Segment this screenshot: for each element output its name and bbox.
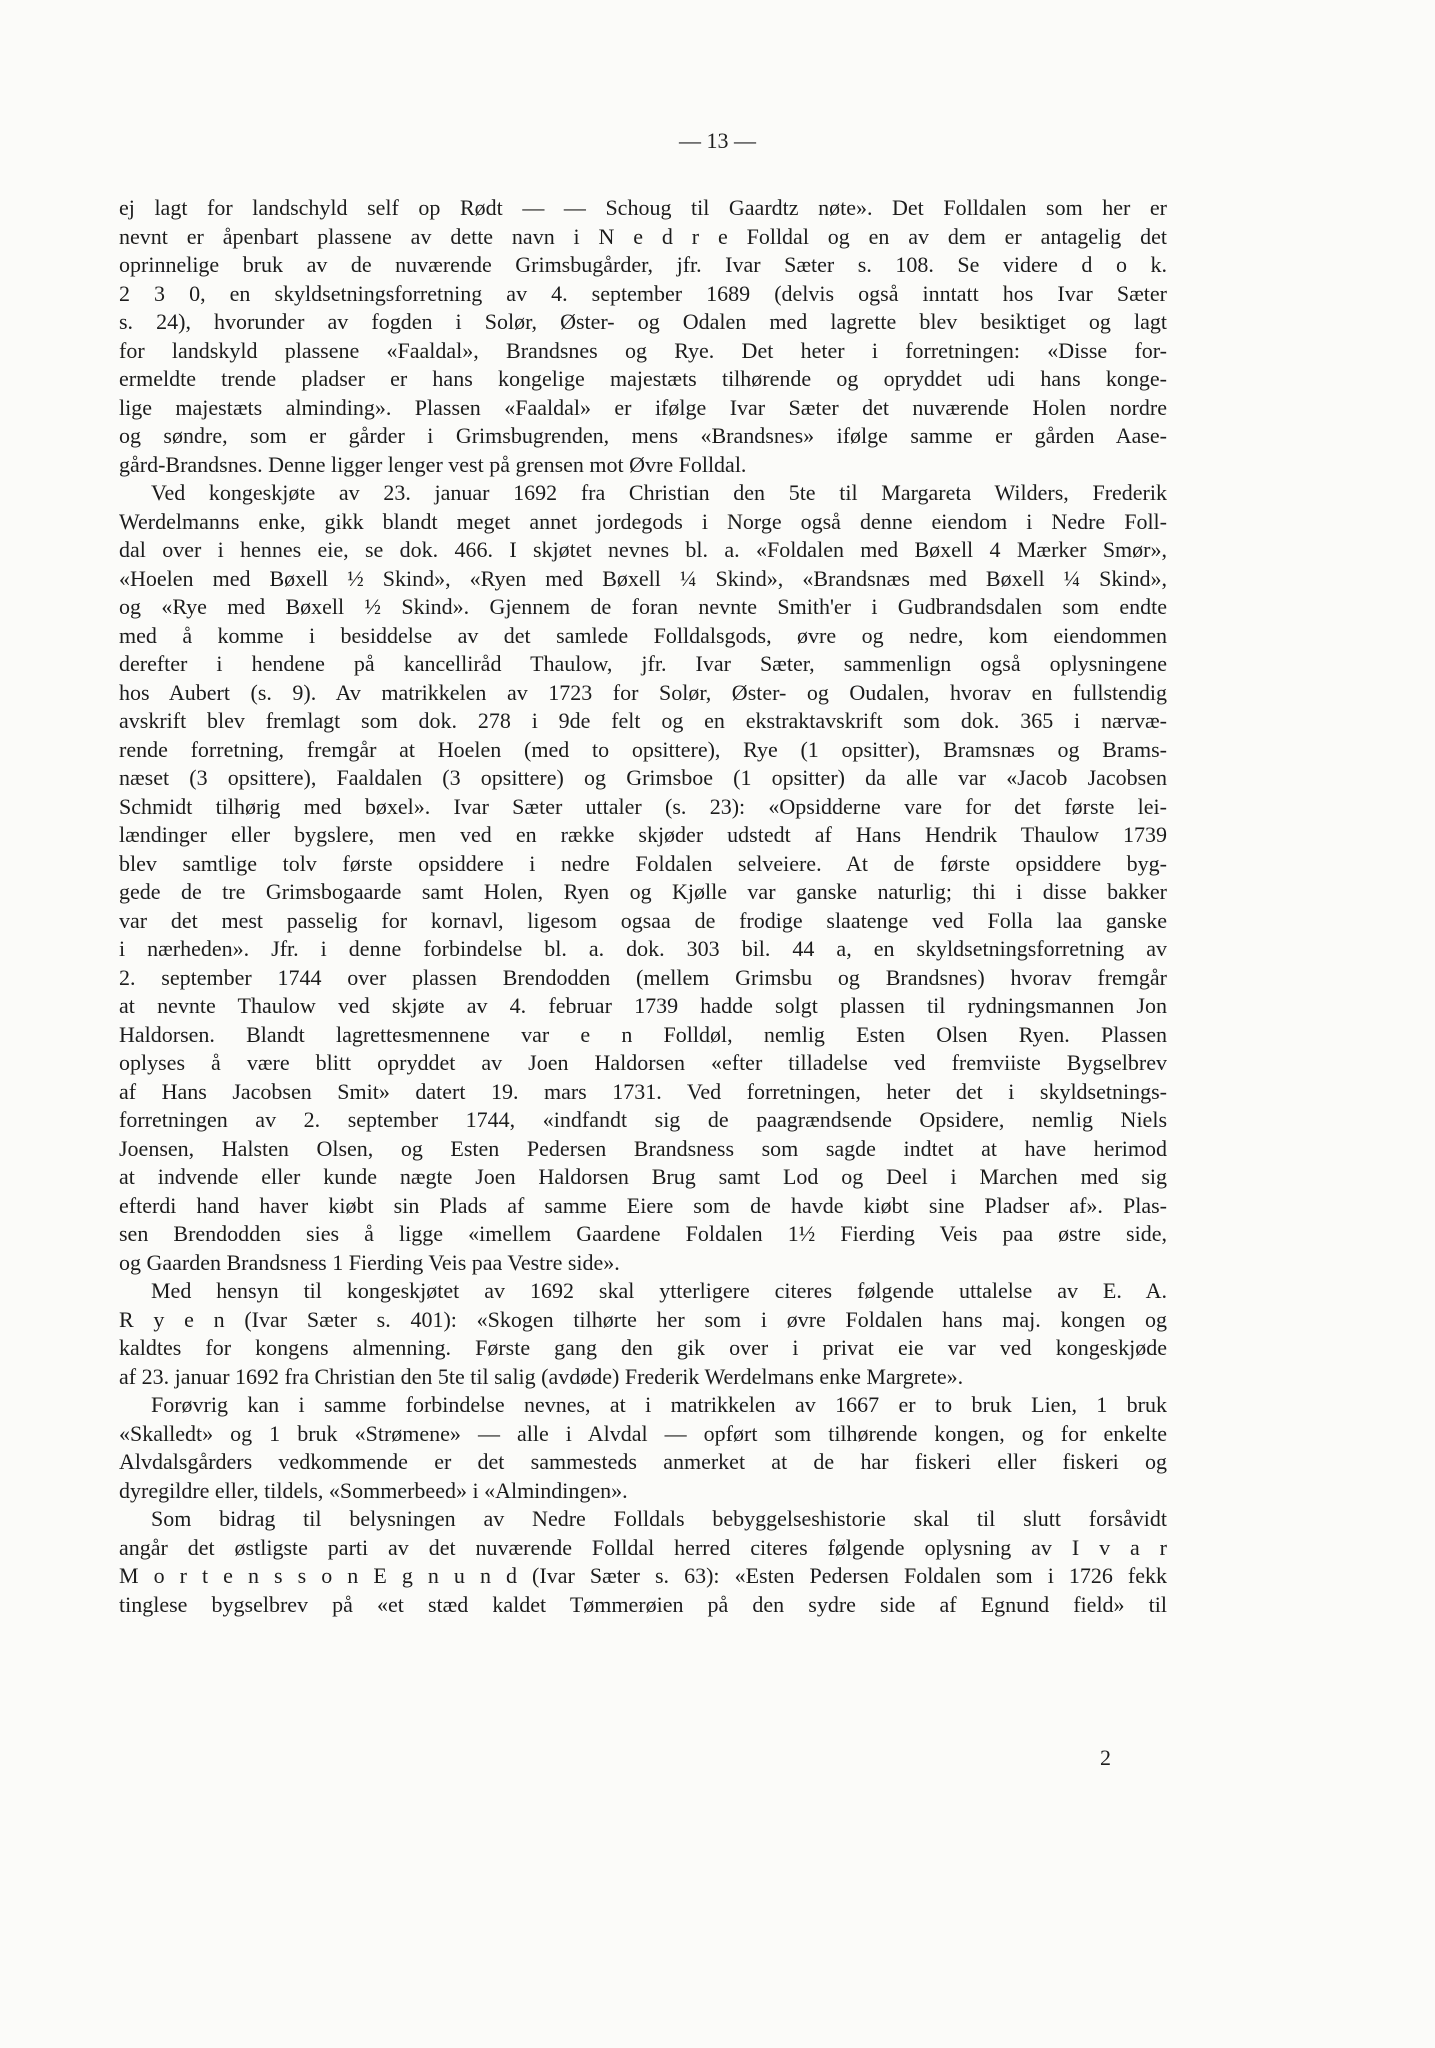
text-line: s. 24), hvorunder av fogden i Solør, Øster- og Odalen med lagrette blev besiktiget og lagt: [119, 309, 1167, 334]
text-line: kaldtes for kongens almenning. Første gang den gik over i privat eie var ved kongeskjøde: [119, 1335, 1167, 1360]
text-line: Joensen, Halsten Olsen, og Esten Pedersen Brandsness som sagde indtet at have herimod: [119, 1135, 1167, 1161]
text-line: Alvdalsgårders vedkommende er det sammesteds anmerket at de har fiskeri eller fiskeri og: [119, 1449, 1167, 1474]
text-line: R y e n (Ivar Sæter s. 401): «Skogen tilhørte her som i øvre Foldalen hans maj. kongen og: [119, 1306, 1167, 1332]
text-line: og søndre, som er gårder i Grimsbugrenden, mens «Brandsnes» ifølge samme er gården Aase-: [119, 423, 1167, 448]
text-line: Med hensyn til kongeskjøtet av 1692 skal ytterligere citeres følgende uttalelse av E. A.: [151, 1278, 1167, 1303]
text-line: forretningen av 2. september 1744, «indfandt sig de paagrændsende Opsidere, nemlig Niels: [119, 1107, 1167, 1132]
text-line: M o r t e n s s o n E g n u n d (Ivar Sæter s. 63): «Esten Pedersen Foldalen som i 1726 fekk: [119, 1563, 1167, 1588]
signature-mark: 2: [1100, 1745, 1111, 1770]
text-line: Som bidrag til belysningen av Nedre Folldals bebyggelseshistorie skal til slutt forsåvidt: [151, 1506, 1167, 1531]
text-line: ermeldte trende pladser er hans kongelige majestæts tilhørende og opryddet udi hans konge-: [119, 366, 1167, 391]
page-number: — 13 —: [679, 128, 756, 153]
text-line: gård-Brandsnes. Denne ligger lenger vest på grensen mot Øvre Folldal.: [119, 451, 747, 477]
text-line: at nevnte Thaulow ved skjøte av 4. februar 1739 hadde solgt plassen til rydningsmannen Jon: [119, 993, 1167, 1018]
text-line: «Hoelen med Bøxell ½ Skind», «Ryen med Bøxell ¼ Skind», «Brandsnæs med Bøxell ¼ Skind»,: [119, 565, 1167, 591]
text-line: tinglese bygselbrev på «et stæd kaldet Tømmerøien på den sydre side af Egnund field» til: [119, 1591, 1167, 1617]
text-line: for landskyld plassene «Faaldal», Brandsnes og Rye. Det heter i forretningen: «Disse for-: [119, 337, 1167, 363]
text-line: lige majestæts alminding». Plassen «Faaldal» er ifølge Ivar Sæter det nuværende Holen nordre: [119, 394, 1167, 420]
text-line: at indvende eller kunde nægte Joen Haldorsen Brug samt Lod og Deel i Marchen med sig: [119, 1164, 1167, 1189]
text-line: derefter i hendene på kancelliråd Thaulow, jfr. Ivar Sæter, sammenlign også oplysningene: [119, 651, 1167, 676]
text-line: rende forretning, fremgår at Hoelen (med to opsittere), Rye (1 opsitter), Bramsnæs og Brams-: [119, 736, 1167, 762]
text-line: gede de tre Grimsbogaarde samt Holen, Ryen og Kjølle var ganske naturlig; thi i disse bakker: [119, 879, 1167, 904]
text-line: nevnt er åpenbart plassene av dette navn i N e d r e Folldal og en av dem er antagelig det: [119, 223, 1167, 249]
text-line: hos Aubert (s. 9). Av matrikkelen av 1723 for Solør, Øster- og Oudalen, hvorav en fullstendig: [119, 679, 1167, 705]
text-line: avskrift blev fremlagt som dok. 278 i 9de felt og en ekstraktavskrift som dok. 365 i nærvæ-: [119, 708, 1167, 733]
text-line: og Gaarden Brandsness 1 Fierding Veis paa Vestre side».: [119, 1249, 620, 1275]
text-line: oprinnelige bruk av de nuværende Grimsbugårder, jfr. Ivar Sæter s. 108. Se videre d o k.: [119, 252, 1167, 277]
text-line: «Skalledt» og 1 bruk «Strømene» — alle i Alvdal — opført som tilhørende kongen, og for enkelte: [119, 1420, 1167, 1446]
text-line: af 23. januar 1692 fra Christian den 5te til salig (avdøde) Frederik Werdelmans enke Margrete».: [119, 1363, 964, 1389]
text-line: med å komme i besiddelse av det samlede Folldalsgods, øvre og nedre, kom eiendommen: [119, 622, 1167, 648]
text-line: Schmidt tilhørig med bøxel». Ivar Sæter uttaler (s. 23): «Opsidderne vare for det første lei-: [119, 793, 1167, 819]
text-line: var det mest passelig for kornavl, ligesom ogsaa de frodige slaatenge ved Folla laa ganske: [119, 907, 1167, 933]
text-line: og «Rye med Bøxell ½ Skind». Gjennem de foran nevnte Smith'er i Gudbrandsdalen som endte: [119, 594, 1167, 619]
text-line: blev samtlige tolv første opsiddere i nedre Foldalen selveiere. At de første opsiddere byg-: [119, 850, 1167, 876]
text-line: næset (3 opsittere), Faaldalen (3 opsittere) og Grimsboe (1 opsitter) da alle var «Jacob Jacobsen: [119, 765, 1167, 790]
text-line: lændinger eller bygslere, men ved en række skjøder udstedt af Hans Hendrik Thaulow 1739: [119, 822, 1167, 847]
text-line: angår det østligste parti av det nuværende Folldal herred citeres følgende oplysning av I v a r: [119, 1534, 1167, 1560]
text-line: sen Brendodden sies å ligge «imellem Gaardene Foldalen 1½ Fierding Veis paa østre side,: [119, 1221, 1167, 1246]
text-line: af Hans Jacobsen Smit» datert 19. mars 1731. Ved forretningen, heter det i skyldsetnings-: [119, 1078, 1167, 1104]
body-text: [119, 194, 1167, 1619]
text-line: i nærheden». Jfr. i denne forbindelse bl. a. dok. 303 bil. 44 a, en skyldsetningsforretning av: [119, 936, 1167, 961]
text-line: 2. september 1744 over plassen Brendodden (mellem Grimsbu og Brandsnes) hvorav fremgår: [119, 964, 1167, 990]
text-line: ej lagt for landschyld self op Rødt — — Schoug til Gaardtz nøte». Det Folldalen som her er: [119, 195, 1167, 220]
text-line: Werdelmanns enke, gikk blandt meget annet jordegods i Norge også denne eiendom i Nedre Foll-: [119, 508, 1167, 534]
text-line: dyregildre eller, tildels, «Sommerbeed» i «Almindingen».: [119, 1477, 628, 1503]
text-line: efterdi hand haver kiøbt sin Plads af samme Eiere som de havde kiøbt sine Pladser af». Plas-: [119, 1192, 1167, 1218]
text-line: Forøvrig kan i samme forbindelse nevnes, at i matrikkelen av 1667 er to bruk Lien, 1 bruk: [151, 1392, 1167, 1417]
text-line: dal over i hennes eie, se dok. 466. I skjøtet nevnes bl. a. «Foldalen med Bøxell 4 Mærker Smør»,: [119, 537, 1167, 562]
text-line: oplyses å være blitt opryddet av Joen Haldorsen «efter tilladelse ved fremviiste Bygselbrev: [119, 1050, 1167, 1075]
text-line: Haldorsen. Blandt lagrettesmennene var e n Folldøl, nemlig Esten Olsen Ryen. Plassen: [119, 1021, 1167, 1047]
text-line: Ved kongeskjøte av 23. januar 1692 fra Christian den 5te til Margareta Wilders, Frederik: [151, 480, 1167, 505]
text-line: 2 3 0, en skyldsetningsforretning av 4. september 1689 (delvis også inntatt hos Ivar Sæter: [119, 280, 1167, 306]
